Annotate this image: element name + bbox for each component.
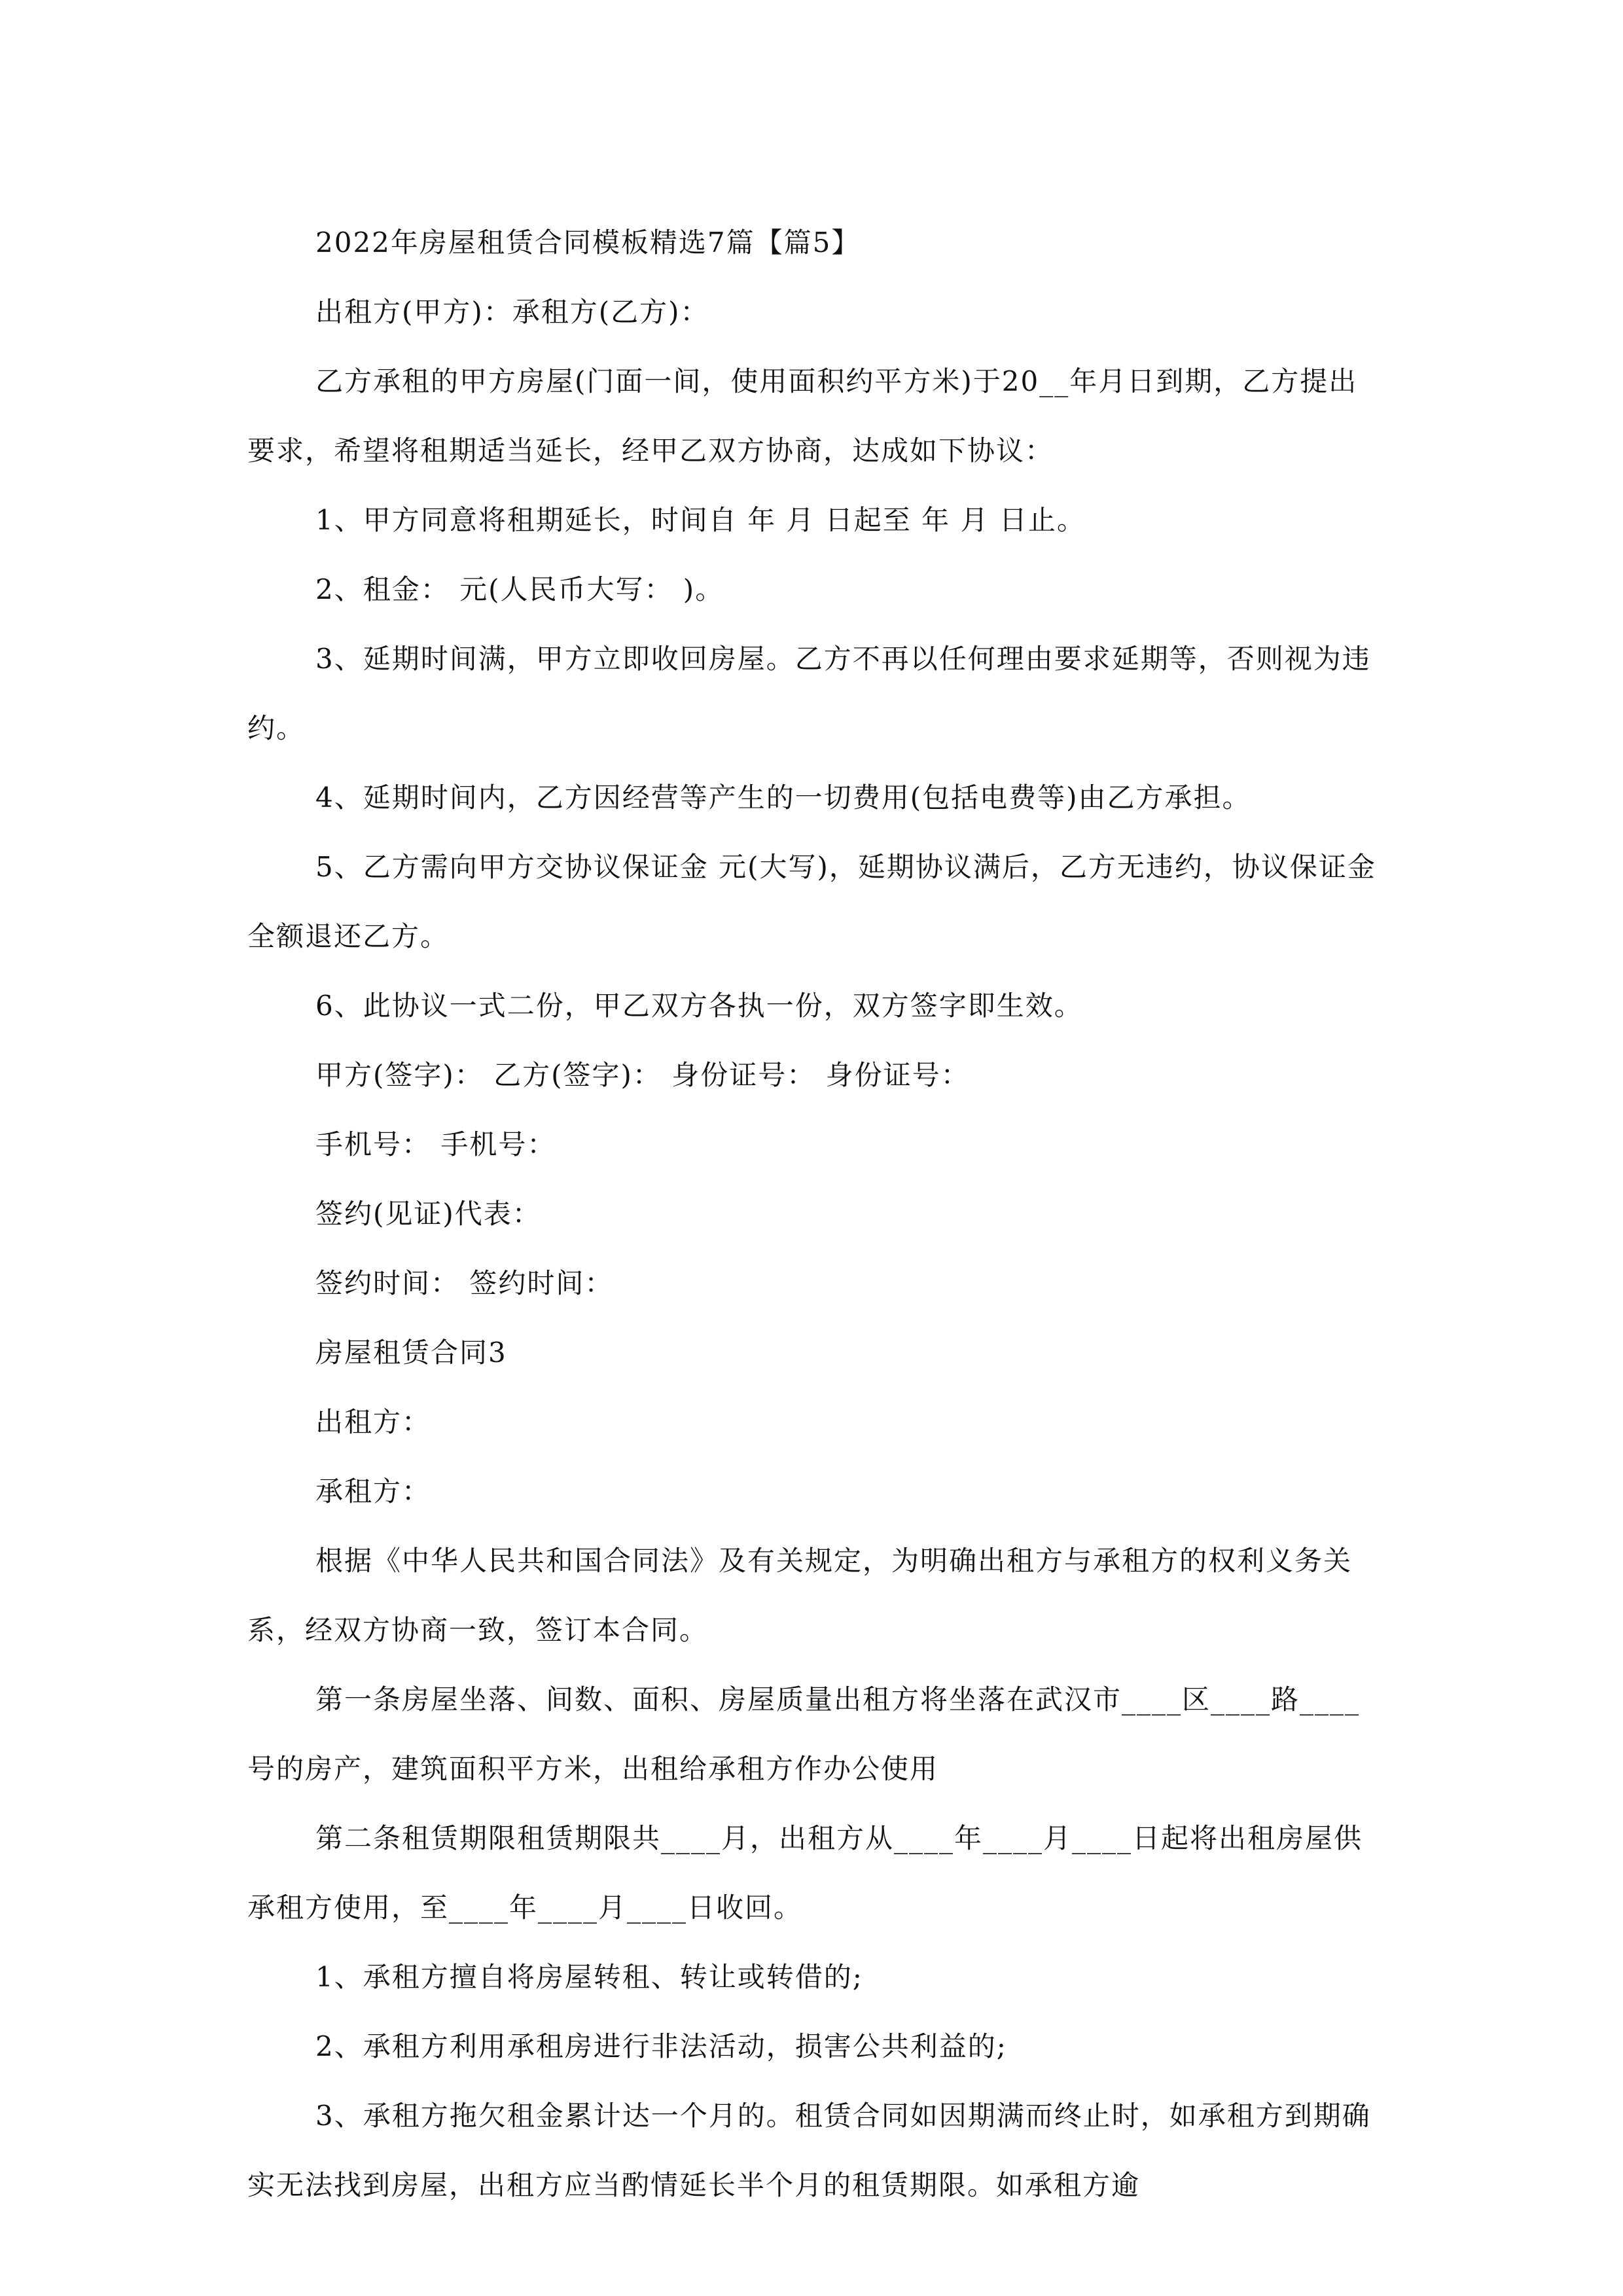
signature-line: 甲方(签字)： 乙方(签字)： 身份证号： 身份证号：: [315, 1059, 970, 1091]
lessor-line: 出租方：: [315, 1406, 431, 1438]
clause-1: 1、甲方同意将租期延长，时间自 年 月 日起至 年 月 日止。: [315, 504, 1086, 536]
clause-5: 5、乙方需向甲方交协议保证金 元(大写)，延期协议满后，乙方无违约，协议保证金全额退还乙方。: [247, 851, 1376, 952]
clause-4: 4、延期时间内，乙方因经营等产生的一切费用(包括电费等)由乙方承担。: [315, 781, 1251, 814]
clause-3: 3、延期时间满，甲方立即收回房屋。乙方不再以任何理由要求延期等，否则视为违约。: [247, 643, 1371, 744]
parties-line: 出租方(甲方)：承租方(乙方)：: [315, 296, 709, 328]
clause-6: 6、此协议一式二份，甲乙双方各执一份，双方签字即生效。: [315, 990, 1083, 1022]
signing-time-line: 签约时间： 签约时间：: [315, 1267, 614, 1299]
lessee-line: 承租方：: [315, 1475, 431, 1507]
intro-paragraph: 乙方承租的甲方房屋(门面一间，使用面积约平方米)于20__年月日到期，乙方提出要求，希望将租期适当延长，经甲乙双方协商，达成如下协议：: [247, 365, 1358, 467]
witness-line: 签约(见证)代表：: [315, 1198, 541, 1230]
contract-3-intro: 根据《中华人民共和国合同法》及有关规定，为明确出租方与承租方的权利义务关系，经双方协商一致，签订本合同。: [247, 1545, 1353, 1646]
contract-3-title: 房屋租赁合同3: [315, 1336, 507, 1369]
clause-2: 2、租金： 元(人民币大写： )。: [315, 573, 724, 605]
term-item-3: 3、承租方拖欠租金累计达一个月的。租赁合同如因期满而终止时，如承租方到期确实无法找到房屋，出租方应当酌情延长半个月的租赁期限。如承租方逾: [247, 2100, 1371, 2201]
article-2: 第二条租赁期限租赁期限共____月，出租方从____年____月____日起将出租房屋供承租方使用，至____年____月____日收回。: [247, 1822, 1363, 1924]
term-item-1: 1、承租方擅自将房屋转租、转让或转借的;: [315, 1961, 863, 1993]
document-heading: 2022年房屋租赁合同模板精选7篇【篇5】: [315, 226, 861, 259]
document-body: [247, 208, 1386, 2220]
phone-line: 手机号： 手机号：: [315, 1128, 556, 1160]
article-1: 第一条房屋坐落、间数、面积、房屋质量出租方将坐落在武汉市____区____路____号的房产，建筑面积平方米，出租给承租方作办公使用: [247, 1683, 1361, 1785]
term-item-2: 2、承租方利用承租房进行非法活动，损害公共利益的;: [315, 2030, 1007, 2062]
